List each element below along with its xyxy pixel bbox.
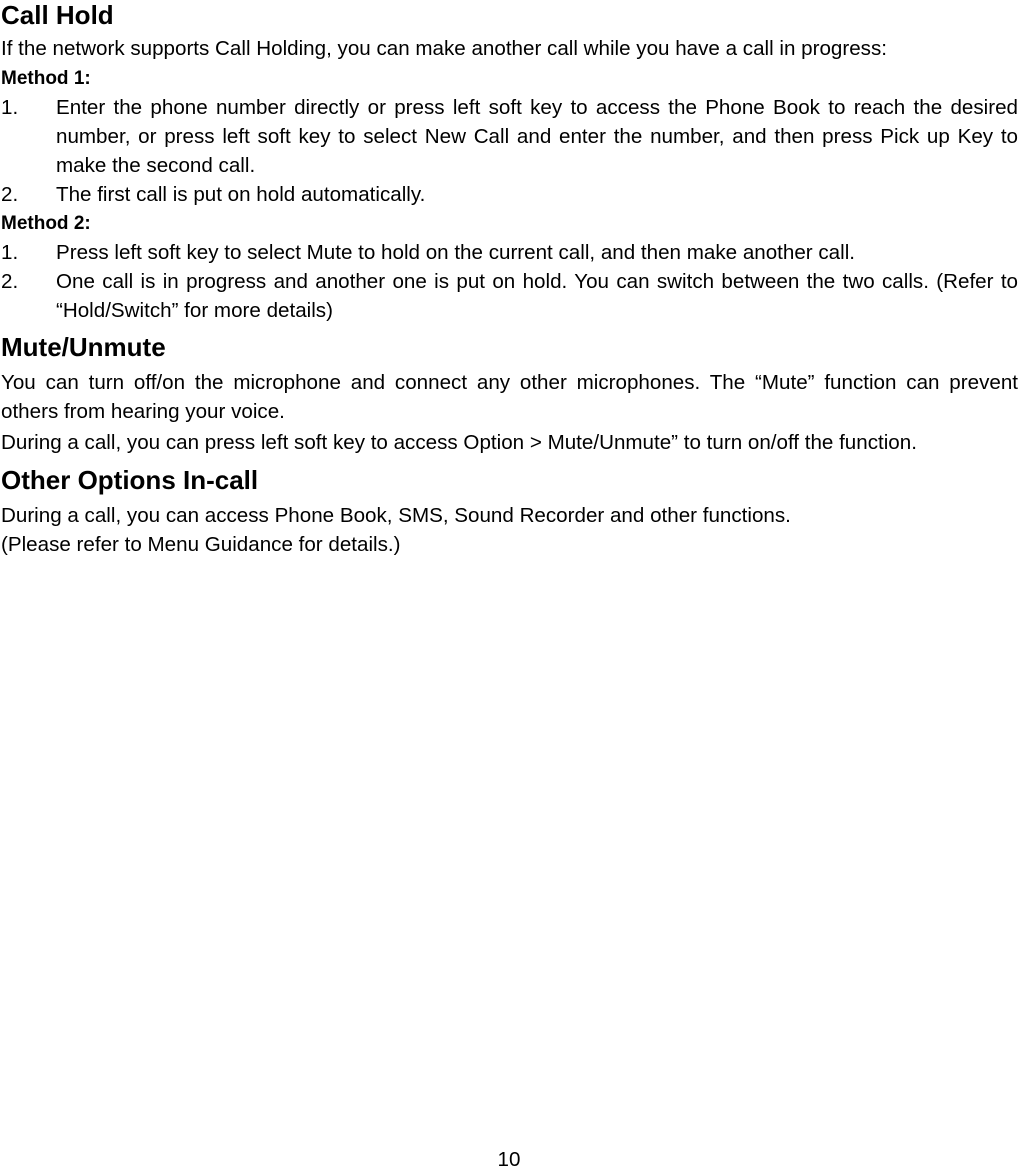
heading-other-options: Other Options In-call	[1, 465, 259, 495]
manual-page	[1, 0, 1018, 559]
method-1-item-2	[1, 180, 1018, 209]
method-2-label: Method 2:	[1, 213, 91, 234]
list-number: 1.	[1, 96, 19, 119]
section-other-options	[1, 465, 1018, 559]
list-number: 1.	[1, 241, 19, 264]
list-number: 2.	[1, 183, 19, 206]
other-options-line-1: During a call, you can access Phone Book, SMS, Sound Recorder and other functions.	[1, 504, 791, 527]
heading-call-hold: Call Hold	[1, 0, 114, 30]
list-text: The first call is put on hold automatically.	[56, 183, 426, 206]
list-text: One call is in progress and another one is put on hold. You can switch between the two calls. (Refer to “Hold/Switch” for more details)	[56, 270, 1018, 322]
method-2-item-1	[1, 238, 1018, 267]
mute-paragraph-2: During a call, you can press left soft key to access Option > Mute/Unmute” to turn on/off the function.	[1, 431, 917, 454]
section-call-hold	[1, 0, 1018, 325]
other-options-line-2: (Please refer to Menu Guidance for details.)	[1, 533, 401, 556]
page-number: 10	[497, 1148, 521, 1171]
method-2-item-2	[1, 267, 1018, 325]
section-mute-unmute	[1, 332, 1018, 457]
call-hold-intro: If the network supports Call Holding, you can make another call while you have a call in progress:	[1, 37, 887, 60]
mute-paragraph-1: You can turn off/on the microphone and connect any other microphones. The “Mute” function can prevent others from hearing your voice.	[1, 371, 1018, 423]
method-1-item-1	[1, 93, 1018, 180]
list-number: 2.	[1, 270, 19, 293]
heading-mute-unmute: Mute/Unmute	[1, 332, 166, 362]
list-text: Press left soft key to select Mute to hold on the current call, and then make another call.	[56, 241, 856, 264]
method-1-label: Method 1:	[1, 68, 91, 89]
list-text: Enter the phone number directly or press left soft key to access the Phone Book to reach the desired number, or press left soft key to select New Call and enter the number, and then press Pick up Key to make the second call.	[56, 96, 1018, 177]
